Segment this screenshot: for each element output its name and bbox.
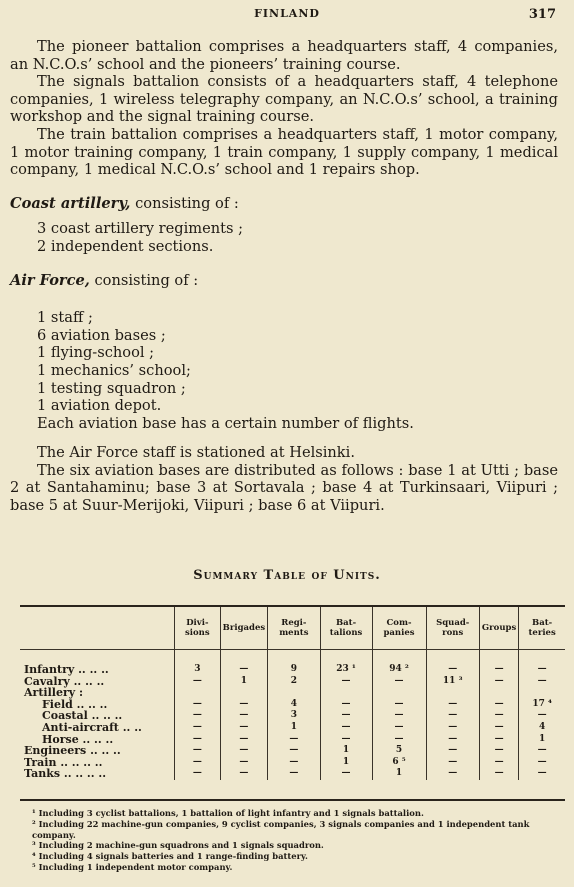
table-cell: —: [268, 757, 320, 769]
table-cell: —: [220, 757, 267, 769]
col-header: Com-panies: [372, 607, 426, 650]
table-cell: —: [372, 676, 426, 688]
table-cell: —: [519, 768, 565, 780]
row-label: Anti-aircraft .. ..: [42, 720, 142, 734]
table-row: [20, 768, 565, 780]
table-cell: —: [220, 734, 267, 746]
running-header: [0, 7, 574, 23]
coast-artillery-section: [10, 195, 558, 256]
table-cell: [479, 687, 518, 699]
table-cell: —: [220, 745, 267, 757]
table-cell: —: [320, 699, 372, 711]
paragraph-train: The train battalion comprises a headquarters staff, 1 motor company, 1 motor training company, 1 train company, 1 supply company, 1 medical company, 1 medical N.C.O.s’ school and 1 repairs shop.: [10, 125, 558, 179]
table-cell: 9: [268, 650, 320, 676]
row-label: Horse .. .. ..: [42, 732, 114, 746]
table-cell: —: [479, 768, 518, 780]
body-text: [10, 38, 558, 515]
list-item: 1 testing squadron ;: [37, 379, 186, 397]
footnotes: [10, 808, 560, 873]
table-cell: —: [372, 722, 426, 734]
table-cell: —: [479, 734, 518, 746]
coast-artillery-list: [37, 220, 558, 255]
table-cell: 1: [320, 745, 372, 757]
table-cell: —: [519, 745, 565, 757]
row-label: Tanks .. .. .. ..: [24, 767, 107, 781]
table-cell: —: [220, 650, 267, 676]
table-row: [20, 650, 565, 676]
table-cell: —: [426, 699, 479, 711]
table-cell: 23 ¹: [320, 650, 372, 676]
footnote: ⁵ Including 1 independent motor company.: [32, 861, 233, 872]
table-cell: 11 ³: [426, 676, 479, 688]
table-cell: —: [320, 710, 372, 722]
footnote: ² Including 22 machine-gun companies, 9 cyclist companies, 3 signals companies and 1 independent tank company.: [32, 818, 530, 840]
table-cell: —: [479, 745, 518, 757]
list-item: 2 independent sections.: [37, 237, 214, 255]
row-label: Train .. .. .. ..: [24, 755, 103, 769]
table-cell: —: [372, 734, 426, 746]
table-cell: 4: [268, 699, 320, 711]
table-cell: —: [175, 699, 221, 711]
table-cell: —: [426, 710, 479, 722]
footnote: ¹ Including 3 cyclist battalions, 1 battalion of light infantry and 1 signals battalion.: [32, 808, 424, 818]
table-cell: —: [220, 768, 267, 780]
col-header: Squad-rons: [426, 607, 479, 650]
table-cell: [426, 687, 479, 699]
coast-artillery-heading: Coast artillery,: [10, 194, 131, 212]
table-cell: 6 ⁵: [372, 757, 426, 769]
table-cell: [519, 687, 565, 699]
table-cell: 3: [268, 710, 320, 722]
table-cell: —: [426, 757, 479, 769]
table-cell: —: [519, 650, 565, 676]
table-cell: 4: [519, 722, 565, 734]
table-cell: —: [426, 768, 479, 780]
table-cell: 17 ⁴: [519, 699, 565, 711]
row-label: Infantry .. .. ..: [24, 663, 109, 676]
table-cell: 1: [320, 757, 372, 769]
row-label: Coastal .. .. ..: [42, 709, 123, 723]
table-cell: [268, 687, 320, 699]
table-cell: —: [519, 710, 565, 722]
table-cell: —: [479, 650, 518, 676]
table-cell: —: [268, 745, 320, 757]
paragraph-air-staff: The Air Force staff is stationed at Helsinki.: [37, 444, 355, 462]
table-cell: —: [372, 699, 426, 711]
row-label: Cavalry .. .. ..: [24, 674, 105, 688]
table-cell: —: [175, 710, 221, 722]
list-item: 1 aviation depot.: [37, 397, 162, 415]
table-cell: —: [268, 768, 320, 780]
table-cell: 94 ²: [372, 650, 426, 676]
col-header: Bat-teries: [519, 607, 565, 650]
list-item: 6 aviation bases ;: [37, 326, 166, 344]
table-row: [20, 745, 565, 757]
table-cell: —: [372, 710, 426, 722]
col-header: Divi-sions: [175, 607, 221, 650]
table-cell: [220, 687, 267, 699]
table-cell: —: [426, 745, 479, 757]
table-cell: —: [320, 722, 372, 734]
table-cell: —: [220, 710, 267, 722]
table-cell: 1: [220, 676, 267, 688]
col-header: Brigades: [220, 607, 267, 650]
table-cell: —: [175, 757, 221, 769]
table-cell: —: [175, 722, 221, 734]
table-cell: —: [479, 676, 518, 688]
table-cell: —: [479, 710, 518, 722]
table-cell: —: [519, 676, 565, 688]
air-force-list: [37, 309, 558, 415]
air-force-heading: Air Force,: [10, 271, 90, 289]
table-cell: 5: [372, 745, 426, 757]
table-row: [20, 676, 565, 688]
col-header: Bat-talions: [320, 607, 372, 650]
footnote: ³ Including 2 machine-gun squadrons and 1 signals squadron.: [32, 840, 324, 851]
table-row: [20, 722, 565, 734]
row-label: Artillery :: [24, 686, 84, 700]
table-cell: —: [175, 745, 221, 757]
table-cell: 1: [372, 768, 426, 780]
table-cell: —: [320, 768, 372, 780]
table-cell: —: [426, 734, 479, 746]
table-cell: —: [175, 676, 221, 688]
table-cell: —: [320, 734, 372, 746]
table-cell: 3: [175, 650, 221, 676]
air-force-heading-rest: consisting of :: [89, 271, 199, 289]
table-cell: [175, 687, 221, 699]
table-cell: —: [268, 734, 320, 746]
table-cell: —: [479, 757, 518, 769]
paragraph-pioneer: The pioneer battalion comprises a headquarters staff, 4 companies, an N.C.O.s’ school and the pioneers’ training course.: [10, 38, 558, 73]
col-header: Regi-ments: [268, 607, 320, 650]
air-force-section: [10, 272, 558, 433]
paragraph-aviation-bases: The six aviation bases are distributed as follows : base 1 at Utti ; base 2 at Santahaminu; base 3 at Sortavala ; base 4 at Turkinsaari, Viipuri ; base 5 at Suur-Merijoki, Viipuri ; base 6 at Viipuri.: [10, 461, 558, 515]
list-item: 1 flying-school ;: [37, 344, 155, 362]
table-cell: —: [220, 699, 267, 711]
row-label: Engineers .. .. ..: [24, 744, 121, 758]
table-cell: —: [479, 699, 518, 711]
list-item: 1 staff ;: [37, 309, 93, 327]
summary-table-title: Summary Table of Units.: [193, 568, 381, 583]
table-corner: [20, 607, 175, 650]
table-cell: —: [175, 734, 221, 746]
list-item: 3 coast artillery regiments ;: [37, 220, 244, 238]
table-cell: [320, 687, 372, 699]
table-cell: —: [479, 722, 518, 734]
footnote: ⁴ Including 4 signals batteries and 1 range-finding battery.: [32, 851, 308, 862]
table-cell: —: [220, 722, 267, 734]
list-item: 1 mechanics’ school;: [37, 361, 191, 379]
air-force-flights-note: Each aviation base has a certain number of flights.: [37, 414, 414, 432]
table-cell: —: [320, 676, 372, 688]
table-cell: —: [519, 757, 565, 769]
coast-artillery-heading-rest: consisting of :: [130, 194, 239, 212]
running-title: FINLAND: [254, 7, 320, 20]
paragraph-signals: The signals battalion consists of a headquarters staff, 4 telephone companies, 1 wireless telegraphy company, an N.C.O.s’ school, a training workshop and the signal training course.: [10, 73, 558, 126]
table-cell: —: [426, 722, 479, 734]
col-header: Groups: [479, 607, 518, 650]
table-cell: 1: [519, 734, 565, 746]
row-label: Field .. .. ..: [42, 697, 108, 711]
table-cell: [372, 687, 426, 699]
page-number: 317: [528, 7, 556, 22]
table-cell: —: [175, 768, 221, 780]
summary-table: [20, 605, 565, 801]
table-cell: —: [426, 650, 479, 676]
table-cell: 1: [268, 722, 320, 734]
table-cell: 2: [268, 676, 320, 688]
